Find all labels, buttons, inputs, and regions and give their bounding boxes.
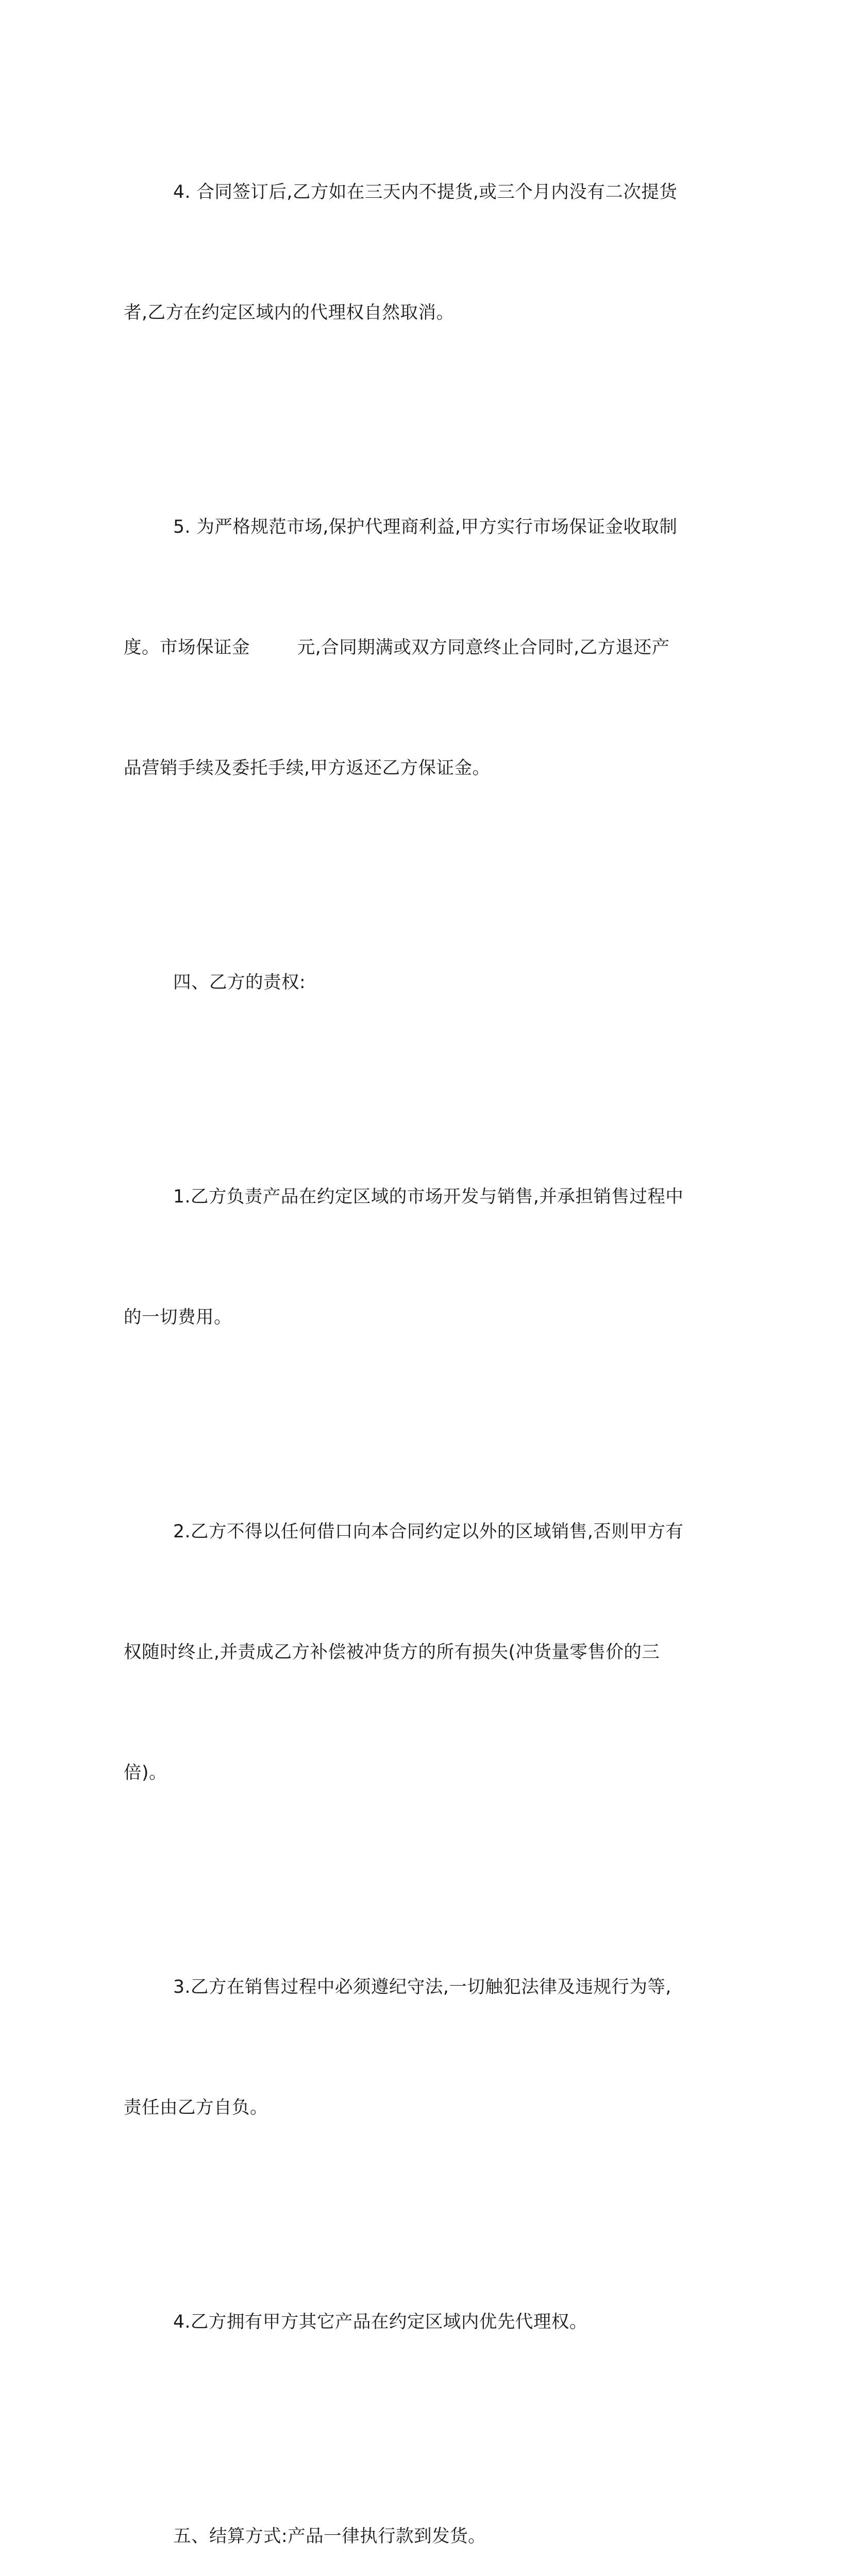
clause-4-4: [124, 2222, 716, 2422]
text-line: 权随时终止,并责成乙方补偿被冲货方的所有损失(冲货量零售价的三: [124, 1642, 660, 1663]
text-line: 品营销手续及委托手续,甲方返还乙方保证金。: [124, 758, 491, 778]
text-line: 者,乙方在约定区域内的代理权自然取消。: [124, 302, 455, 323]
text-line: 的一切费用。: [124, 1307, 232, 1328]
clause-4-1: [124, 1096, 716, 1418]
text-line: 倍)。: [124, 1762, 167, 1783]
text-line: 四、乙方的责权:: [173, 972, 306, 993]
clause-4-3: [124, 1887, 716, 2208]
text-line: 4.乙方拥有甲方其它产品在约定区域内优先代理权。: [173, 2312, 587, 2332]
clause-3-5: [124, 427, 716, 869]
text-line: 1.乙方负责产品在约定区域的市场开发与销售,并承担销售过程中: [173, 1187, 684, 1207]
text-line: 五、结算方式:产品一律执行款到发货。: [173, 2526, 486, 2547]
text-line: 度。市场保证金 元,合同期满或双方同意终止合同时,乙方退还产: [124, 637, 670, 658]
clause-3-4: [124, 92, 716, 413]
text-line: 5. 为严格规范市场,保护代理商利益,甲方实行市场保证金收取制: [173, 517, 678, 537]
clause-4-2: [124, 1431, 716, 1873]
section-4-heading: [124, 882, 716, 1083]
section-5-settlement: [124, 2436, 716, 2576]
text-line: 3.乙方在销售过程中必须遵纪守法,一切触犯法律及违规行为等,: [173, 1977, 671, 1997]
document-page: [124, 92, 716, 2576]
text-line: 4. 合同签订后,乙方如在三天内不提货,或三个月内没有二次提货: [173, 182, 678, 202]
text-line: 责任由乙方自负。: [124, 2097, 268, 2118]
text-line: 2.乙方不得以任何借口向本合同约定以外的区域销售,否则甲方有: [173, 1521, 684, 1542]
